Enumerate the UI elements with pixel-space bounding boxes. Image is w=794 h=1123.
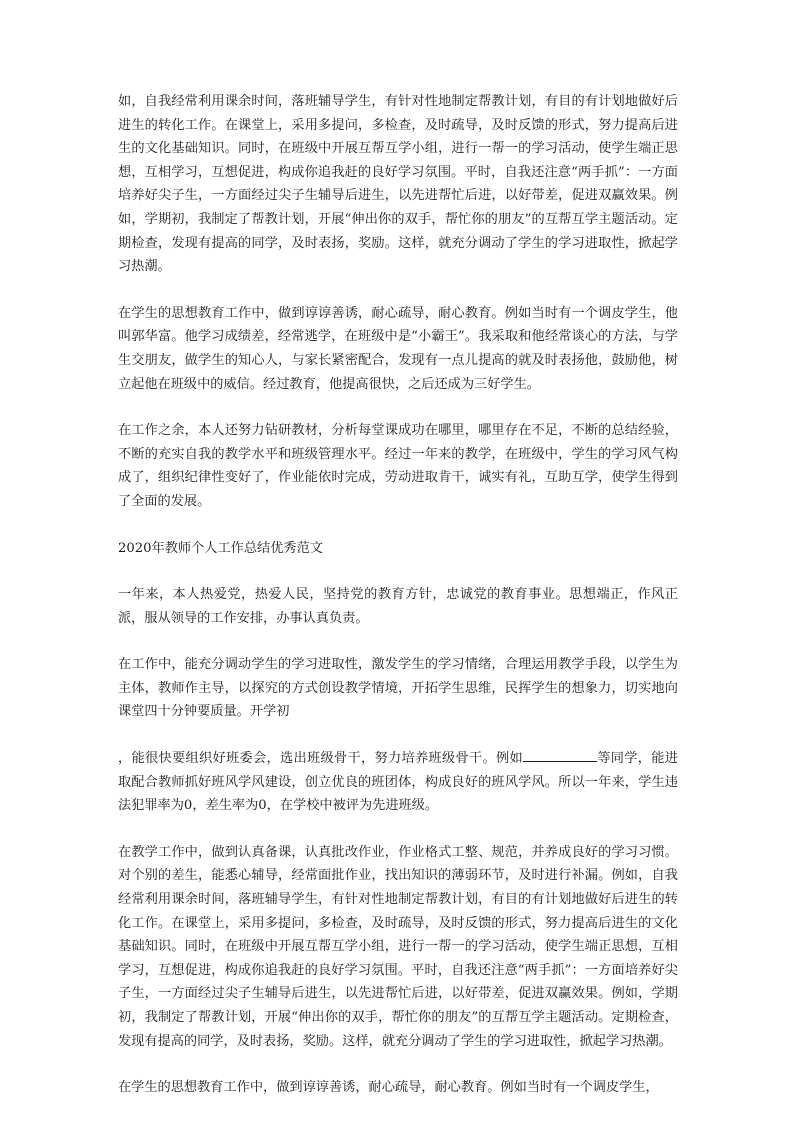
paragraph-tutoring: 如，自我经常利用课余时间，落班辅导学生，有针对性地制定帮教计划，有目的有计划地做好后进生的转化工作。在课堂上，采用多提问，多检查，及时疏导，及时反馈的形式，努力提高后进生的文化基础知识。同时，在班级中开展互帮互学小组，进行一帮一的学习活动，使学生端正思想，互相学习，互想促进，构成你追我赶的良好学习氛围。平时，自我还注意“两手抓”：一方面培养好尖子生，一方面经过尖子生辅导后进生，以先进帮忙后进，以好带差，促进双赢效果。例如，学期初，我制定了帮教计划，开展“伸出你的双手，帮忙你的朋友”的互帮互学主题活动。定期检查，发现有提高的同学，及时表扬，奖励。这样，就充分调动了学生的学习进取性，掀起学习热潮。 (118, 94, 678, 275)
paragraph-self-improvement: 在工作之余，本人还努力钻研教材，分析每堂课成功在哪里，哪里存在不足，不断的总结经验，不断的充实自我的教学水平和班级管理水平。经过一年来的教学，在班级中，学生的学习风气构成了，组织纪律性变好了，作业能依时完成，劳动进取肯干，诚实有礼，互助互学，使学生得到了全面的发展。 (118, 423, 678, 509)
paragraph-lesson-prep: 在教学工作中，做到认真备课，认真批改作业，作业格式工整、规范，并养成良好的学习习惯。对个别的差生，能悉心辅导，经常面批作业，找出知识的薄弱环节，及时进行补漏。例如，自我经常利用课余时间，落班辅导学生，有针对性地制定帮教计划，有目的有计划地做好后进生的转化工作。在课堂上，采用多提问，多检查，及时疏导，及时反馈的形式，努力提高后进生的文化基础知识。同时，在班级中开展互帮互学小组，进行一帮一的学习活动，使学生端正思想，互相学习，互想促进，构成你追我赶的良好学习氛围。平时，自我还注意“两手抓”：一方面培养好尖子生，一方面经过尖子生辅导后进生，以先进帮忙后进，以好带差，促进双赢效果。例如，学期初，我制定了帮教计划，开展“伸出你的双手，帮忙你的朋友”的互帮互学主题活动。定期检查，发现有提高的同学，及时表扬，奖励。这样，就充分调动了学生的学习进取性，掀起学习热潮。 (118, 844, 678, 1049)
fill-in-blank (523, 747, 597, 762)
class-committee-text-after: 等同学，能进取配合教师抓好班风学风建设，创立优良的班团体，构成良好的班风学风。所以一年来，学生违法犯罪率为0，差生率为0，在学校中被评为先进班级。 (118, 751, 678, 814)
class-committee-text-before: ，能很快要组织好班委会，选出班级骨干，努力培养班级骨干。例如 (118, 751, 523, 767)
paragraph-teaching-work: 在工作中，能充分调动学生的学习进取性，激发学生的学习情绪，合理运用教学手段，以学生为主体，教师作主导，以探究的方式创设教学情境，开拓学生思维，民挥学生的想象力，切实地向课堂四十分钟要质量。开学初 (118, 657, 678, 720)
paragraph-overview: 一年来，本人热爱党，热爱人民，坚持党的教育方针，忠诚党的教育事业。思想端正，作风正派，服从领导的工作安排，办事认真负责。 (118, 587, 678, 626)
paragraph-moral-education-repeat: 在学生的思想教育工作中，做到谆谆善诱，耐心疏导，耐心教育。例如当时有一个调皮学生， (118, 1080, 659, 1096)
paragraph-moral-education: 在学生的思想教育工作中，做到谆谆善诱，耐心疏导，耐心教育。例如当时有一个调皮学生，他叫郭华富。他学习成绩差，经常逃学，在班级中是“小霸王”。我采取和他经常谈心的方法，与学生交朋友，做学生的知心人，与家长紧密配合，发现有一点儿提高的就及时表扬他，鼓励他，树立起他在班级中的威信。经过教育，他提高很快，之后还成为三好学生。 (118, 305, 678, 392)
document-page (118, 90, 678, 1123)
section-heading: 2020年教师个人工作总结优秀范文 (118, 540, 323, 556)
paragraph-class-committee (118, 747, 678, 818)
